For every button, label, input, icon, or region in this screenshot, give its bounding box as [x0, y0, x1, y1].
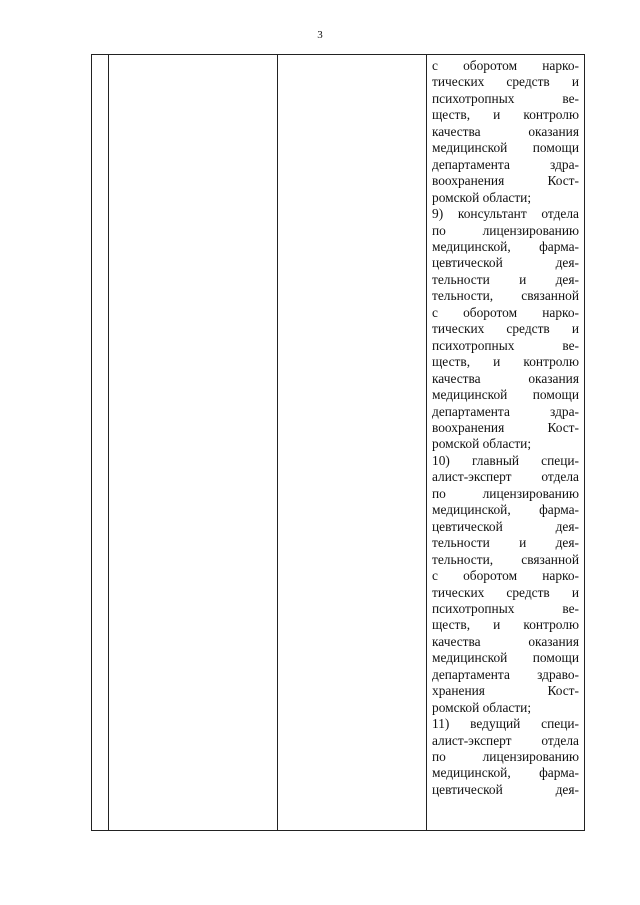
text-line: 10) главный специ-: [432, 452, 579, 468]
text-line: ромской области;: [432, 699, 532, 715]
text-line: психотропных ве-: [432, 600, 579, 616]
text-line: хранения Кост-: [432, 683, 579, 699]
text-line: качества оказания: [432, 123, 579, 139]
text-line: ромской области;: [432, 189, 532, 205]
text-line: тических средств и: [432, 584, 579, 600]
text-line: департамента здра-: [432, 403, 579, 419]
table-cell-positions: [427, 55, 585, 831]
page-number: 3: [317, 29, 323, 41]
text-line: с оборотом нарко-: [432, 304, 579, 320]
text-line: 11) ведущий специ-: [432, 716, 579, 732]
text-line: тических средств и: [432, 74, 579, 90]
text-line: психотропных ве-: [432, 337, 579, 353]
text-line: тельности и дея-: [432, 271, 579, 287]
text-line: ромской области;: [432, 436, 532, 452]
text-line: по лицензированию: [432, 485, 579, 501]
text-line: тельности, связанной: [432, 551, 579, 567]
text-line: по лицензированию: [432, 222, 579, 238]
text-line: ществ, и контролю: [432, 107, 579, 123]
text-line: медицинской помощи: [432, 650, 579, 666]
text-line: ществ, и контролю: [432, 617, 579, 633]
text-line: департамента здра-: [432, 156, 579, 172]
text-line: тельности, связанной: [432, 288, 579, 304]
text-line: медицинской помощи: [432, 140, 579, 156]
text-line: департамента здраво-: [432, 666, 579, 682]
text-line: цевтической дея-: [432, 781, 579, 797]
text-line: медицинской, фарма-: [432, 238, 579, 254]
text-line: с оборотом нарко-: [432, 568, 579, 584]
text-line: медицинской помощи: [432, 387, 579, 403]
text-line: медицинской, фарма-: [432, 502, 579, 518]
text-line: тельности и дея-: [432, 535, 579, 551]
text-line: воохранения Кост-: [432, 419, 579, 435]
text-line: с оборотом нарко-: [432, 58, 579, 73]
positions-text: [427, 55, 584, 798]
text-line: воохранения Кост-: [432, 173, 579, 189]
text-line: ществ, и контролю: [432, 354, 579, 370]
document-table: [91, 54, 585, 831]
text-line: качества оказания: [432, 370, 579, 386]
text-line: 9) консультант отдела: [432, 206, 579, 222]
text-line: медицинской, фарма-: [432, 765, 579, 781]
table-cell-number: [92, 55, 109, 831]
text-line: тических средств и: [432, 321, 579, 337]
text-line: алист-эксперт отдела: [432, 469, 579, 485]
text-line: алист-эксперт отдела: [432, 732, 579, 748]
table-row: [92, 55, 585, 831]
text-line: цевтической дея-: [432, 255, 579, 271]
text-line: по лицензированию: [432, 749, 579, 765]
table-cell-basis: [278, 55, 427, 831]
table-cell-name: [109, 55, 278, 831]
text-line: качества оказания: [432, 633, 579, 649]
text-line: психотропных ве-: [432, 90, 579, 106]
text-line: цевтической дея-: [432, 518, 579, 534]
